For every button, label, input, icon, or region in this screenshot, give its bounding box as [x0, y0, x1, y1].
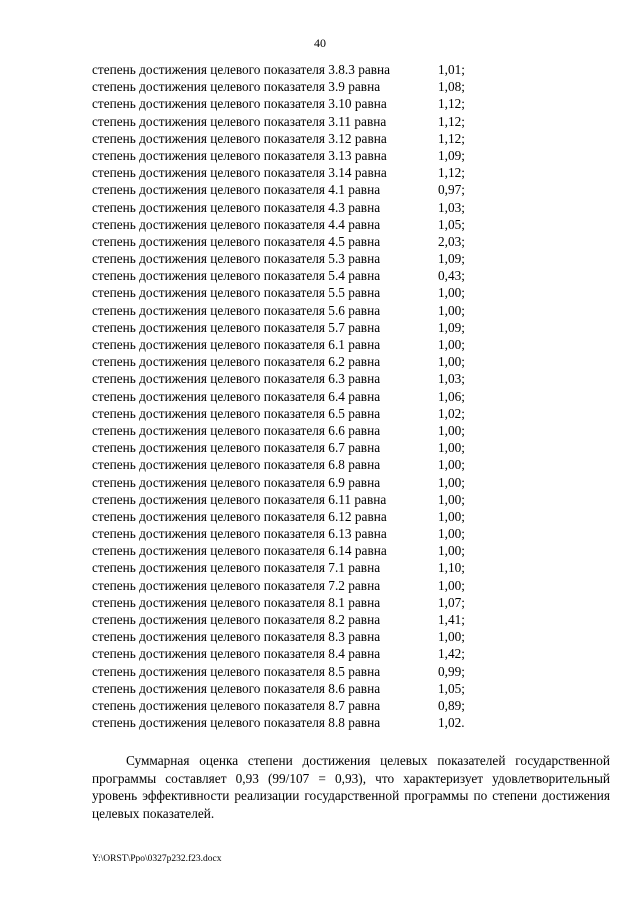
indicator-value: 1,06; — [438, 388, 465, 404]
indicator-value: 0,89; — [438, 697, 465, 713]
indicator-label: степень достижения целевого показателя 7.2 равна — [92, 577, 381, 593]
indicator-value: 1,00; — [438, 285, 465, 301]
indicator-label: степень достижения целевого показателя 6.5 равна — [92, 405, 381, 421]
indicator-label: степень достижения целевого показателя 5.4 равна — [92, 268, 381, 284]
indicator-label: степень достижения целевого показателя 6.7 равна — [92, 440, 381, 456]
indicator-value: 1,02. — [438, 715, 465, 731]
indicator-label: степень достижения целевого показателя 6.4 равна — [92, 388, 381, 404]
indicator-label: степень достижения целевого показателя 6.11 равна — [92, 491, 387, 507]
indicator-label: степень достижения целевого показателя 6.13 равна — [92, 526, 387, 542]
indicator-label: степень достижения целевого показателя 5.7 равна — [92, 319, 381, 335]
indicator-value: 1,12; — [438, 96, 465, 112]
indicator-value: 1,05; — [438, 680, 465, 696]
indicator-label: степень достижения целевого показателя 8.1 равна — [92, 594, 381, 610]
indicator-label: степень достижения целевого показателя 3.10 равна — [92, 96, 387, 112]
indicator-value: 1,00; — [438, 422, 465, 438]
indicator-label: степень достижения целевого показателя 6.9 равна — [92, 474, 381, 490]
indicator-value: 1,10; — [438, 560, 465, 576]
indicator-value: 1,00; — [438, 354, 465, 370]
indicator-label: степень достижения целевого показателя 5.6 равна — [92, 302, 381, 318]
indicator-value: 1,03; — [438, 371, 465, 387]
indicator-label: степень достижения целевого показателя 4.1 равна — [92, 182, 381, 198]
indicator-label: степень достижения целевого показателя 8.4 равна — [92, 646, 381, 662]
indicator-value: 1,07; — [438, 594, 465, 610]
indicator-value: 1,00; — [438, 474, 465, 490]
indicator-value: 1,00; — [438, 577, 465, 593]
indicator-label: степень достижения целевого показателя 4.5 равна — [92, 233, 381, 249]
indicator-label: степень достижения целевого показателя 8.5 равна — [92, 663, 381, 679]
indicator-value: 1,09; — [438, 319, 465, 335]
indicator-label: степень достижения целевого показателя 3.13 равна — [92, 147, 387, 163]
indicator-label: степень достижения целевого показателя 6.2 равна — [92, 354, 381, 370]
indicator-value: 1,00; — [438, 440, 465, 456]
indicator-value: 1,01; — [438, 62, 465, 77]
summary-paragraph — [92, 752, 610, 822]
indicator-value: 2,03; — [438, 233, 465, 249]
indicator-value: 1,00; — [438, 337, 465, 352]
indicator-label: степень достижения целевого показателя 6.6 равна — [92, 422, 381, 438]
summary-text: Суммарная оценка степени достижения целевых показателей государственной программы составляет 0,93 (99/107 = 0,93), что характеризует удовлетворительный уровень эффективности реализации государственной программы по степени достижения целевых показателей. — [92, 753, 610, 821]
indicator-value: 1,00; — [438, 629, 465, 645]
indicator-value: 1,12; — [438, 165, 465, 181]
page-number: 40 — [314, 36, 326, 50]
indicator-value: 1,00; — [438, 457, 465, 473]
indicator-value: 1,09; — [438, 147, 465, 163]
indicator-value: 0,43; — [438, 268, 465, 284]
indicator-label: степень достижения целевого показателя 6.8 равна — [92, 457, 381, 473]
indicator-label: степень достижения целевого показателя 3.12 равна — [92, 130, 387, 146]
indicator-value: 1,12; — [438, 113, 465, 129]
indicator-label: степень достижения целевого показателя 8.2 равна — [92, 612, 381, 627]
indicator-label: степень достижения целевого показателя 5.3 равна — [92, 251, 381, 267]
indicator-label: степень достижения целевого показателя 6.12 равна — [92, 508, 387, 524]
indicator-value: 1,00; — [438, 302, 465, 318]
indicator-label: степень достижения целевого показателя 3.9 равна — [92, 79, 381, 95]
indicator-label: степень достижения целевого показателя 8.7 равна — [92, 697, 381, 713]
indicator-value: 0,99; — [438, 663, 465, 679]
indicator-value: 1,12; — [438, 130, 465, 146]
indicator-value: 1,00; — [438, 491, 465, 507]
indicator-label: степень достижения целевого показателя 6.1 равна — [92, 337, 381, 352]
indicator-label: степень достижения целевого показателя 8.8 равна — [92, 715, 381, 731]
indicator-value: 0,97; — [438, 182, 465, 198]
indicator-value: 1,00; — [438, 508, 465, 524]
indicator-label: степень достижения целевого показателя 5.5 равна — [92, 285, 381, 301]
file-path-footer: Y:\ORST\Ppo\0327p232.f23.docx — [92, 854, 222, 864]
indicator-value: 1,42; — [438, 646, 465, 662]
indicator-label: степень достижения целевого показателя 6.3 равна — [92, 371, 381, 387]
indicator-value: 1,41; — [438, 612, 465, 627]
indicator-label: степень достижения целевого показателя 3.8.3 равна — [92, 62, 391, 77]
indicator-value: 1,02; — [438, 405, 465, 421]
indicator-value: 1,03; — [438, 199, 465, 215]
indicator-label: степень достижения целевого показателя 3.11 равна — [92, 113, 387, 129]
indicator-label: степень достижения целевого показателя 6.14 равна — [92, 543, 387, 559]
indicator-label: степень достижения целевого показателя 4.3 равна — [92, 199, 381, 215]
indicator-value: 1,05; — [438, 216, 465, 232]
indicator-value: 1,00; — [438, 526, 465, 542]
indicator-value: 1,09; — [438, 251, 465, 267]
indicator-label: степень достижения целевого показателя 8.3 равна — [92, 629, 381, 645]
indicator-label: степень достижения целевого показателя 3.14 равна — [92, 165, 387, 181]
indicator-label: степень достижения целевого показателя 7.1 равна — [92, 560, 381, 576]
indicator-label: степень достижения целевого показателя 8.6 равна — [92, 680, 381, 696]
indicator-label: степень достижения целевого показателя 4.4 равна — [92, 216, 381, 232]
indicator-value: 1,00; — [438, 543, 465, 559]
indicator-value: 1,08; — [438, 79, 465, 95]
